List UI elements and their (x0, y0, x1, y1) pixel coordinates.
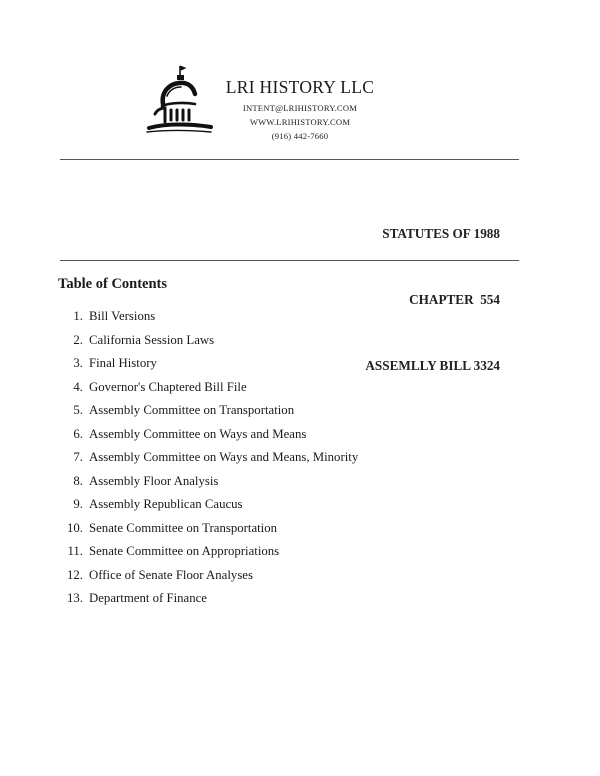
toc-item-label: Senate Committee on Transportation (89, 520, 278, 535)
toc-item-senate-appropriations[interactable] (60, 540, 358, 564)
toc-item-number: 13. (67, 591, 83, 606)
toc-item-senate-transportation[interactable] (60, 517, 358, 541)
toc-item-final-history[interactable] (60, 352, 358, 376)
company-name: LRI HISTORY LLC (225, 77, 375, 97)
toc-item-number: 6. (73, 426, 83, 441)
toc-item-label: Bill Versions (89, 309, 156, 324)
toc-item-label: Assembly Republican Caucus (89, 497, 243, 512)
toc-item-label: Senate Committee on Appropriations (89, 544, 280, 559)
toc-item-number: 11. (67, 544, 83, 559)
statute-block (365, 179, 500, 399)
toc-item-number: 10. (67, 520, 83, 535)
toc-item-label: California Session Laws (89, 332, 215, 347)
company-info (222, 76, 378, 143)
header-divider (60, 159, 519, 160)
toc-item-number: 8. (73, 473, 83, 488)
toc-item-assembly-republican-caucus[interactable] (60, 493, 358, 517)
toc-item-label: Assembly Floor Analysis (89, 473, 219, 488)
toc-item-label: Assembly Committee on Ways and Means, Minority (89, 450, 359, 465)
toc-item-california-session-laws[interactable] (60, 329, 358, 353)
toc-item-number: 9. (73, 497, 83, 512)
toc-item-bill-versions[interactable] (60, 305, 358, 329)
toc-item-assembly-ways-and-means-minority[interactable] (60, 446, 358, 470)
toc-item-governors-chaptered-bill-file[interactable] (60, 376, 358, 400)
toc-item-label: Assembly Committee on Ways and Means (89, 426, 307, 441)
toc-item-number: 12. (67, 567, 83, 582)
toc-item-senate-floor-analyses[interactable] (60, 564, 358, 588)
statute-bill: ASSEMLLY BILL 3324 (365, 358, 500, 373)
toc-item-label: Final History (89, 356, 157, 371)
toc-item-number: 5. (73, 403, 83, 418)
toc-item-assembly-transportation[interactable] (60, 399, 358, 423)
toc-list (60, 305, 358, 611)
toc-item-label: Department of Finance (89, 591, 207, 606)
company-website: WWW.LRIHISTORY.COM (249, 117, 351, 127)
toc-item-label: Assembly Committee on Transportation (89, 403, 295, 418)
toc-heading: Table of Contents (58, 276, 168, 292)
statute-year: STATUTES OF 1988 (382, 226, 500, 241)
toc-item-number: 2. (73, 332, 83, 347)
toc-item-label: Office of Senate Floor Analyses (89, 567, 253, 582)
toc-item-assembly-ways-and-means[interactable] (60, 423, 358, 447)
toc-item-number: 7. (73, 450, 83, 465)
company-phone: (916) 442-7660 (271, 131, 329, 141)
toc-item-number: 3. (73, 356, 83, 371)
toc-item-assembly-floor-analysis[interactable] (60, 470, 358, 494)
toc-item-department-of-finance[interactable] (60, 587, 358, 611)
toc-item-number: 4. (73, 379, 83, 394)
company-email: INTENT@LRIHISTORY.COM (242, 103, 358, 113)
statute-divider (60, 260, 519, 261)
statute-chapter: CHAPTER 554 (409, 292, 500, 307)
toc-item-label: Governor's Chaptered Bill File (89, 379, 247, 394)
toc-item-number: 1. (73, 309, 83, 324)
capitol-dome-icon (143, 64, 213, 138)
